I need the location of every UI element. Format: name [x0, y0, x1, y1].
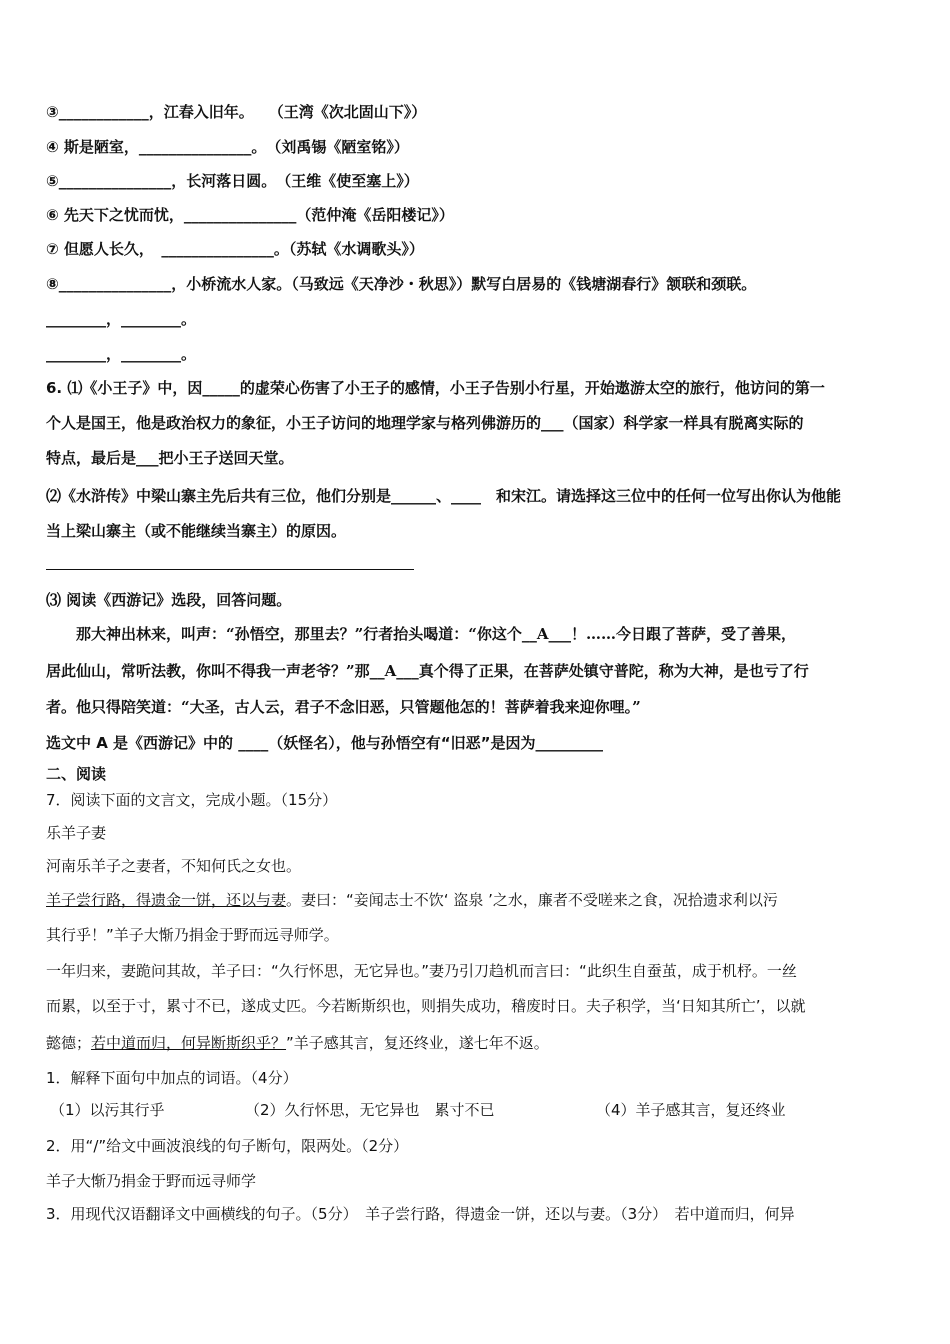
poem-line-7: ⑦ 但愿人长久， _______________。（苏轼《水调歌头》）	[46, 240, 424, 258]
underlined-sentence-b: 若中道而归，何异断斯织乎？	[91, 1034, 287, 1052]
xiyouji-passage-line-3: 者。他只得陪笑道：“大圣，古人云，君子不念旧恶，只管题他怎的！菩萨着我来迎你哩。”	[46, 698, 641, 716]
q6-p1-line-3: 特点，最后是___把小王子送回天堂。	[46, 449, 294, 467]
q7-text-line-3: 其行乎！”羊子大惭乃捐金于野而远寻师学。	[46, 926, 339, 944]
poem-line-5: ⑤_______________，长河落日圆。 （王维《使至塞上》）	[46, 172, 419, 190]
q7-text-line-5: 而累，以至于寸，累寸不已，遂成丈匹。今若断斯织也，则捐失成功，稽废时日。夫子积学，当‘日知其所亡’，以就	[46, 997, 806, 1015]
q6-p3-heading: ⑶ 阅读《西游记》选段，回答问题。	[46, 591, 292, 609]
q7-intro: 7．阅读下面的文言文，完成小题。（15分）	[46, 791, 338, 809]
poem-line-4: ④ 斯是陋室，_______________。 （刘禹锡《陋室铭》）	[46, 138, 409, 156]
q7-sub1-item-2: （2）久行怀思，无它异也 累寸不已	[245, 1101, 495, 1119]
underlined-sentence-a: 羊子尝行路，得遗金一饼，还以与妻	[46, 891, 287, 909]
answer-blank-line-1: ________，________。	[46, 310, 197, 328]
poem-line-3: ③____________，江春入旧年。 （王湾《次北固山下》）	[46, 103, 427, 121]
q6-p1-line-2: 个人是国王，他是政治权力的象征，小王子访问的地理学家与格列佛游历的___（国家）科学家一样具有脱离实际的	[46, 414, 804, 432]
q7-text-line-1: 河南乐羊子之妻者，不知何氏之女也。	[46, 857, 302, 875]
answer-blank-line-2: ________，________。	[46, 345, 197, 363]
q7-sub2-sentence: 羊子大惭乃捐金于野而远寻师学	[46, 1172, 257, 1190]
poem-line-6: ⑥ 先天下之忧而忧，_______________（范仲淹《岳阳楼记》）	[46, 206, 454, 224]
answer-rule	[46, 569, 414, 570]
xiyouji-passage-line-2: 居此仙山，常听法教，你叫不得我一声老爷？”那__A___真个得了正果，在菩萨处镇守普陀，称为大神，是也亏了行	[46, 662, 809, 680]
q7-sub1-item-4: （4）羊子感其言，复还终业	[596, 1101, 786, 1119]
q7-sub3: 3．用现代汉语翻译文中画横线的句子。（5分） 羊子尝行路，得遗金一饼，还以与妻。（3分） 若中道而归，何异	[46, 1205, 795, 1223]
q6-p1-line-1: 6. ⑴《小王子》中，因_____的虚荣心伤害了小王子的感情，小王子告别小行星，开始遨游太空的旅行，他访问的第一	[46, 379, 825, 397]
q6-p2-line-2: 当上梁山寨主（或不能继续当寨主）的原因。	[46, 522, 347, 540]
q6-p3-question: 选文中 A 是《西游记》中的 ____（妖怪名），他与孙悟空有“旧恶”是因为_________	[46, 734, 603, 752]
q7-text-title: 乐羊子妻	[46, 824, 107, 842]
q6-p2-line-1: ⑵《水浒传》中梁山寨主先后共有三位，他们分别是______、____ 和宋江。请选择这三位中的任何一位写出你认为他能	[46, 487, 842, 505]
poem-line-8: ⑧_______________，小桥流水人家。（马致远《天净沙・秋思》）默写白居易的《钱塘湖春行》颔联和颈联。	[46, 275, 757, 293]
section-title: 二、阅读	[46, 765, 107, 783]
xiyouji-passage-line-1: 那大神出林来，叫声：“孙悟空，那里去？”行者抬头喝道：“你这个__A___！……今日跟了菩萨，受了善果，	[46, 625, 797, 643]
q7-sub1: 1．解释下面句中加点的词语。（4分）	[46, 1069, 298, 1087]
q7-text-line-2: 羊子尝行路，得遗金一饼，还以与妻。妻曰：“妾闻志士不饮‘ 盗泉 ’之水，廉者不受嗟来之食，况拾遗求利以污	[46, 891, 778, 909]
q7-sub2: 2．用“/”给文中画波浪线的句子断句，限两处。（2分）	[46, 1137, 409, 1155]
q7-sub1-item-1: （1）以污其行乎	[50, 1101, 165, 1119]
q7-text-line-6: 懿德；若中道而归，何异断斯织乎？”羊子感其言，复还终业，遂七年不返。	[46, 1034, 549, 1052]
q7-text-line-4: 一年归来，妻跪问其故，羊子曰：“久行怀思，无它异也。”妻乃引刀趋机而言曰：“此织生自蚕茧，成于机杼。一丝	[46, 962, 797, 980]
